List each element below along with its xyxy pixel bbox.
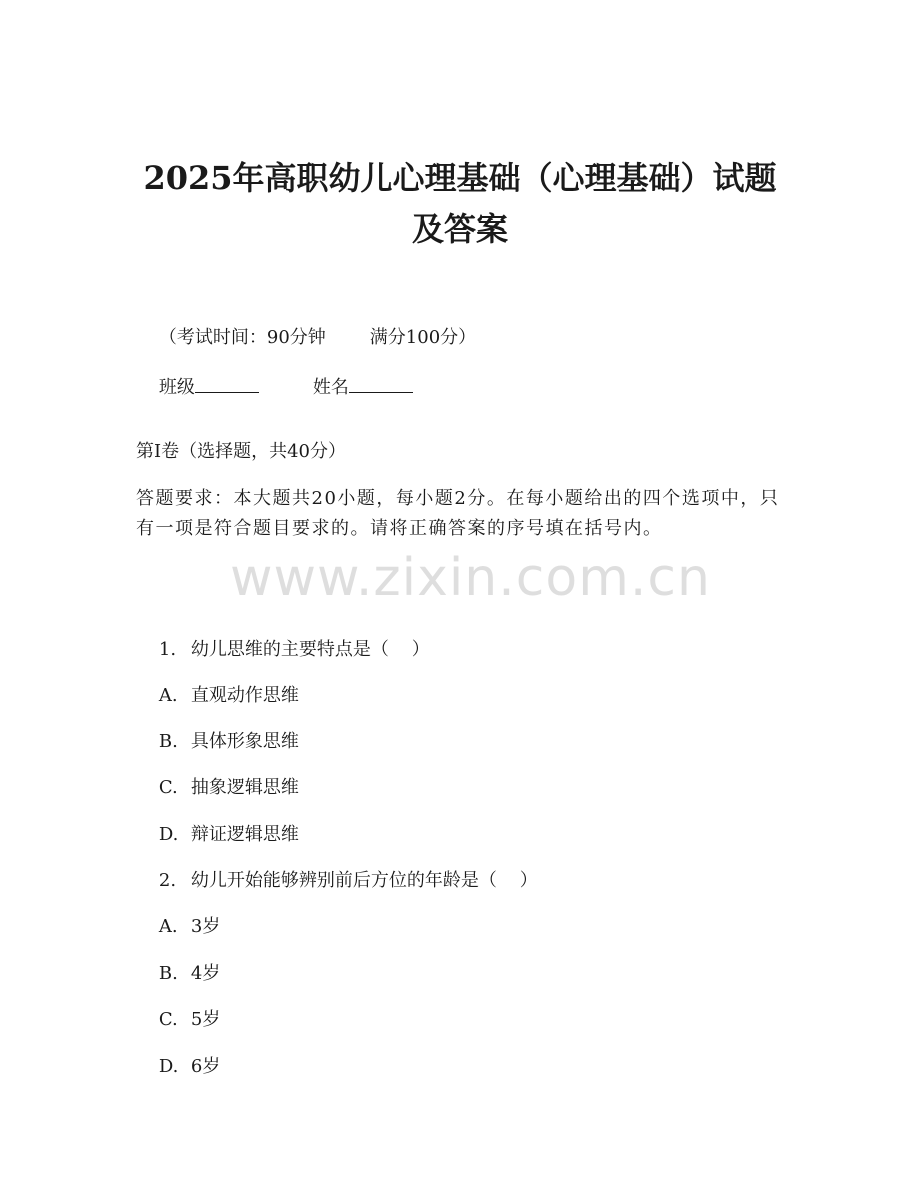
option-text: 辩证逻辑思维	[190, 824, 299, 845]
class-label: 班级	[158, 377, 195, 398]
student-fields	[136, 348, 413, 427]
option-text: 3岁	[190, 916, 221, 937]
option-key: B.	[158, 731, 178, 752]
name-label: 姓名	[312, 377, 349, 398]
question-text: 幼儿开始能够辨别前后方位的年龄是（ ）	[190, 870, 538, 891]
page-title-continued: 及答案	[411, 210, 508, 248]
option-text: 6岁	[190, 1056, 221, 1077]
option-text: 抽象逻辑思维	[190, 777, 299, 798]
option-key: B.	[158, 963, 178, 984]
option-text: 5岁	[190, 1009, 221, 1030]
option-key: D.	[158, 824, 179, 845]
question-2-option-d	[136, 1028, 220, 1106]
name-blank	[349, 374, 413, 393]
class-blank	[195, 374, 259, 393]
question-number: 2.	[158, 870, 177, 891]
option-text: 4岁	[190, 963, 221, 984]
option-key: D.	[158, 1056, 179, 1077]
question-text: 幼儿思维的主要特点是（ ）	[190, 639, 430, 660]
exam-score: 满分100分）	[369, 327, 477, 348]
question-number: 1.	[158, 639, 177, 660]
option-key: A.	[158, 916, 178, 937]
exam-time: （考试时间：90分钟	[158, 327, 326, 348]
section-heading: 第I卷（选择题，共40分）	[136, 441, 347, 462]
option-key: C.	[158, 777, 178, 798]
option-key: C.	[158, 1009, 178, 1030]
section-instructions: 答题要求：本大题共20小题，每小题2分。在每小题给出的四个选项中，只有一项是符合题目要求的。请将正确答案的序号填在括号内。	[136, 488, 780, 539]
watermark: www.zixin.com.cn	[230, 548, 711, 608]
option-key: A.	[158, 685, 178, 706]
page-title: 2025年高职幼儿心理基础（心理基础）试题	[143, 159, 777, 197]
option-text: 直观动作思维	[190, 685, 299, 706]
option-text: 具体形象思维	[190, 731, 299, 752]
